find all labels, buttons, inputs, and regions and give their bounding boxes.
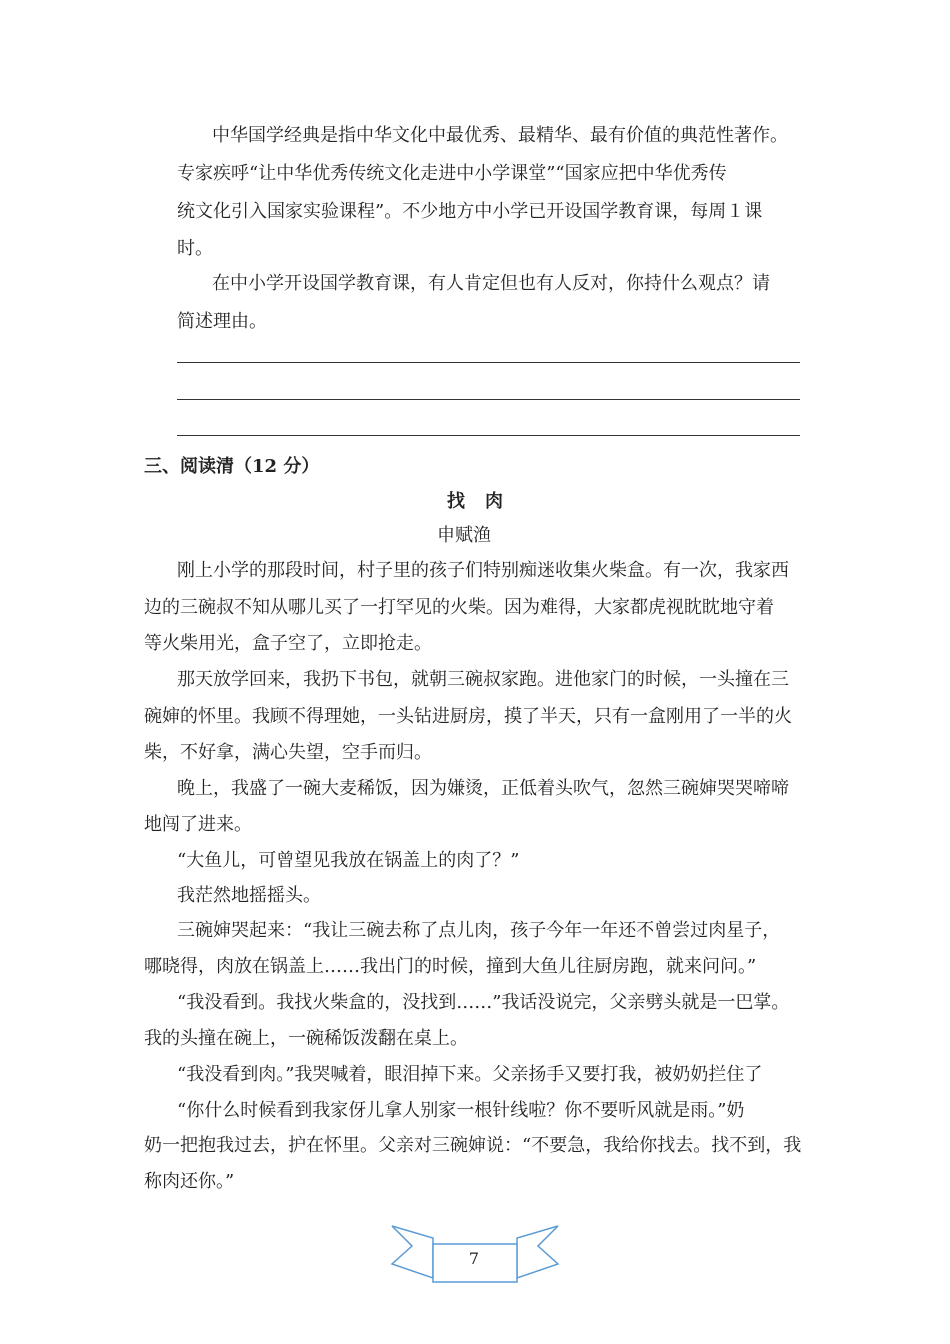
answer-line[interactable] <box>177 435 800 436</box>
article-title: 找肉 <box>447 491 523 512</box>
section-heading: 三、阅读清（12 分） <box>144 456 320 477</box>
question-line: 简述理由。 <box>177 311 267 332</box>
intro-line: 专家疾呼“让中华优秀传统文化走进中小学课堂”“国家应把中华优秀传 <box>177 163 727 184</box>
article-line: “我没看到。我找火柴盒的，没找到……”我话没说完，父亲劈头就是一巴掌。 <box>177 992 790 1013</box>
article-line: “你什么时候看到我家伢儿拿人别家一根针线啦？你不要听风就是雨。”奶 <box>177 1100 745 1121</box>
article-line: 我茫然地摇摇头。 <box>177 885 321 906</box>
answer-line[interactable] <box>177 362 800 363</box>
article-line: “大鱼儿，可曾望见我放在锅盖上的肉了？” <box>177 850 520 871</box>
article-line: 等火柴用光，盒子空了，立即抢走。 <box>144 633 432 654</box>
intro-line: 中华国学经典是指中华文化中最优秀、最精华、最有价值的典范性著作。 <box>212 125 788 146</box>
article-line: “我没看到肉。”我哭喊着，眼泪掉下来。父亲扬手又要打我，被奶奶拦住了 <box>177 1064 763 1085</box>
article-line: 地闯了进来。 <box>144 814 252 835</box>
article-line: 刚上小学的那段时间，村子里的孩子们特别痴迷收集火柴盒。有一次，我家西 <box>177 560 789 581</box>
article-author: 申赋渔 <box>437 525 491 546</box>
article-line: 晚上，我盛了一碗大麦稀饭，因为嫌烫，正低着头吹气，忽然三碗婶哭哭啼啼 <box>177 778 789 799</box>
article-line: 奶一把抱我过去，护在怀里。父亲对三碗婶说：“不要急，我给你找去。找不到，我 <box>144 1135 802 1156</box>
question-line: 在中小学开设国学教育课，有人肯定但也有人反对，你持什么观点？请 <box>212 273 770 294</box>
article-line: 边的三碗叔不知从哪儿买了一打罕见的火柴。因为难得，大家都虎视眈眈地守着 <box>144 597 774 618</box>
article-line: 碗婶的怀里。我顾不得理她，一头钻进厨房，摸了半天，只有一盒刚用了一半的火 <box>144 706 792 727</box>
article-line: 三碗婶哭起来：“我让三碗去称了点儿肉，孩子今年一年还不曾尝过肉星子， <box>177 920 781 941</box>
page-number: 7 <box>468 1249 480 1268</box>
article-line: 那天放学回来，我扔下书包，就朝三碗叔家跑。进他家门的时候，一头撞在三 <box>177 669 789 690</box>
answer-line[interactable] <box>177 399 800 400</box>
article-line: 称肉还你。” <box>144 1171 235 1192</box>
article-line: 哪晓得，肉放在锅盖上……我出门的时候，撞到大鱼儿往厨房跑，就来问问。” <box>144 956 757 977</box>
article-line: 我的头撞在碗上，一碗稀饭泼翻在桌上。 <box>144 1028 468 1049</box>
intro-line: 统文化引入国家实验课程”。不少地方中小学已开设国学教育课，每周１课 <box>177 201 763 222</box>
intro-line: 时。 <box>177 238 213 259</box>
article-line: 柴，不好拿，满心失望，空手而归。 <box>144 742 432 763</box>
